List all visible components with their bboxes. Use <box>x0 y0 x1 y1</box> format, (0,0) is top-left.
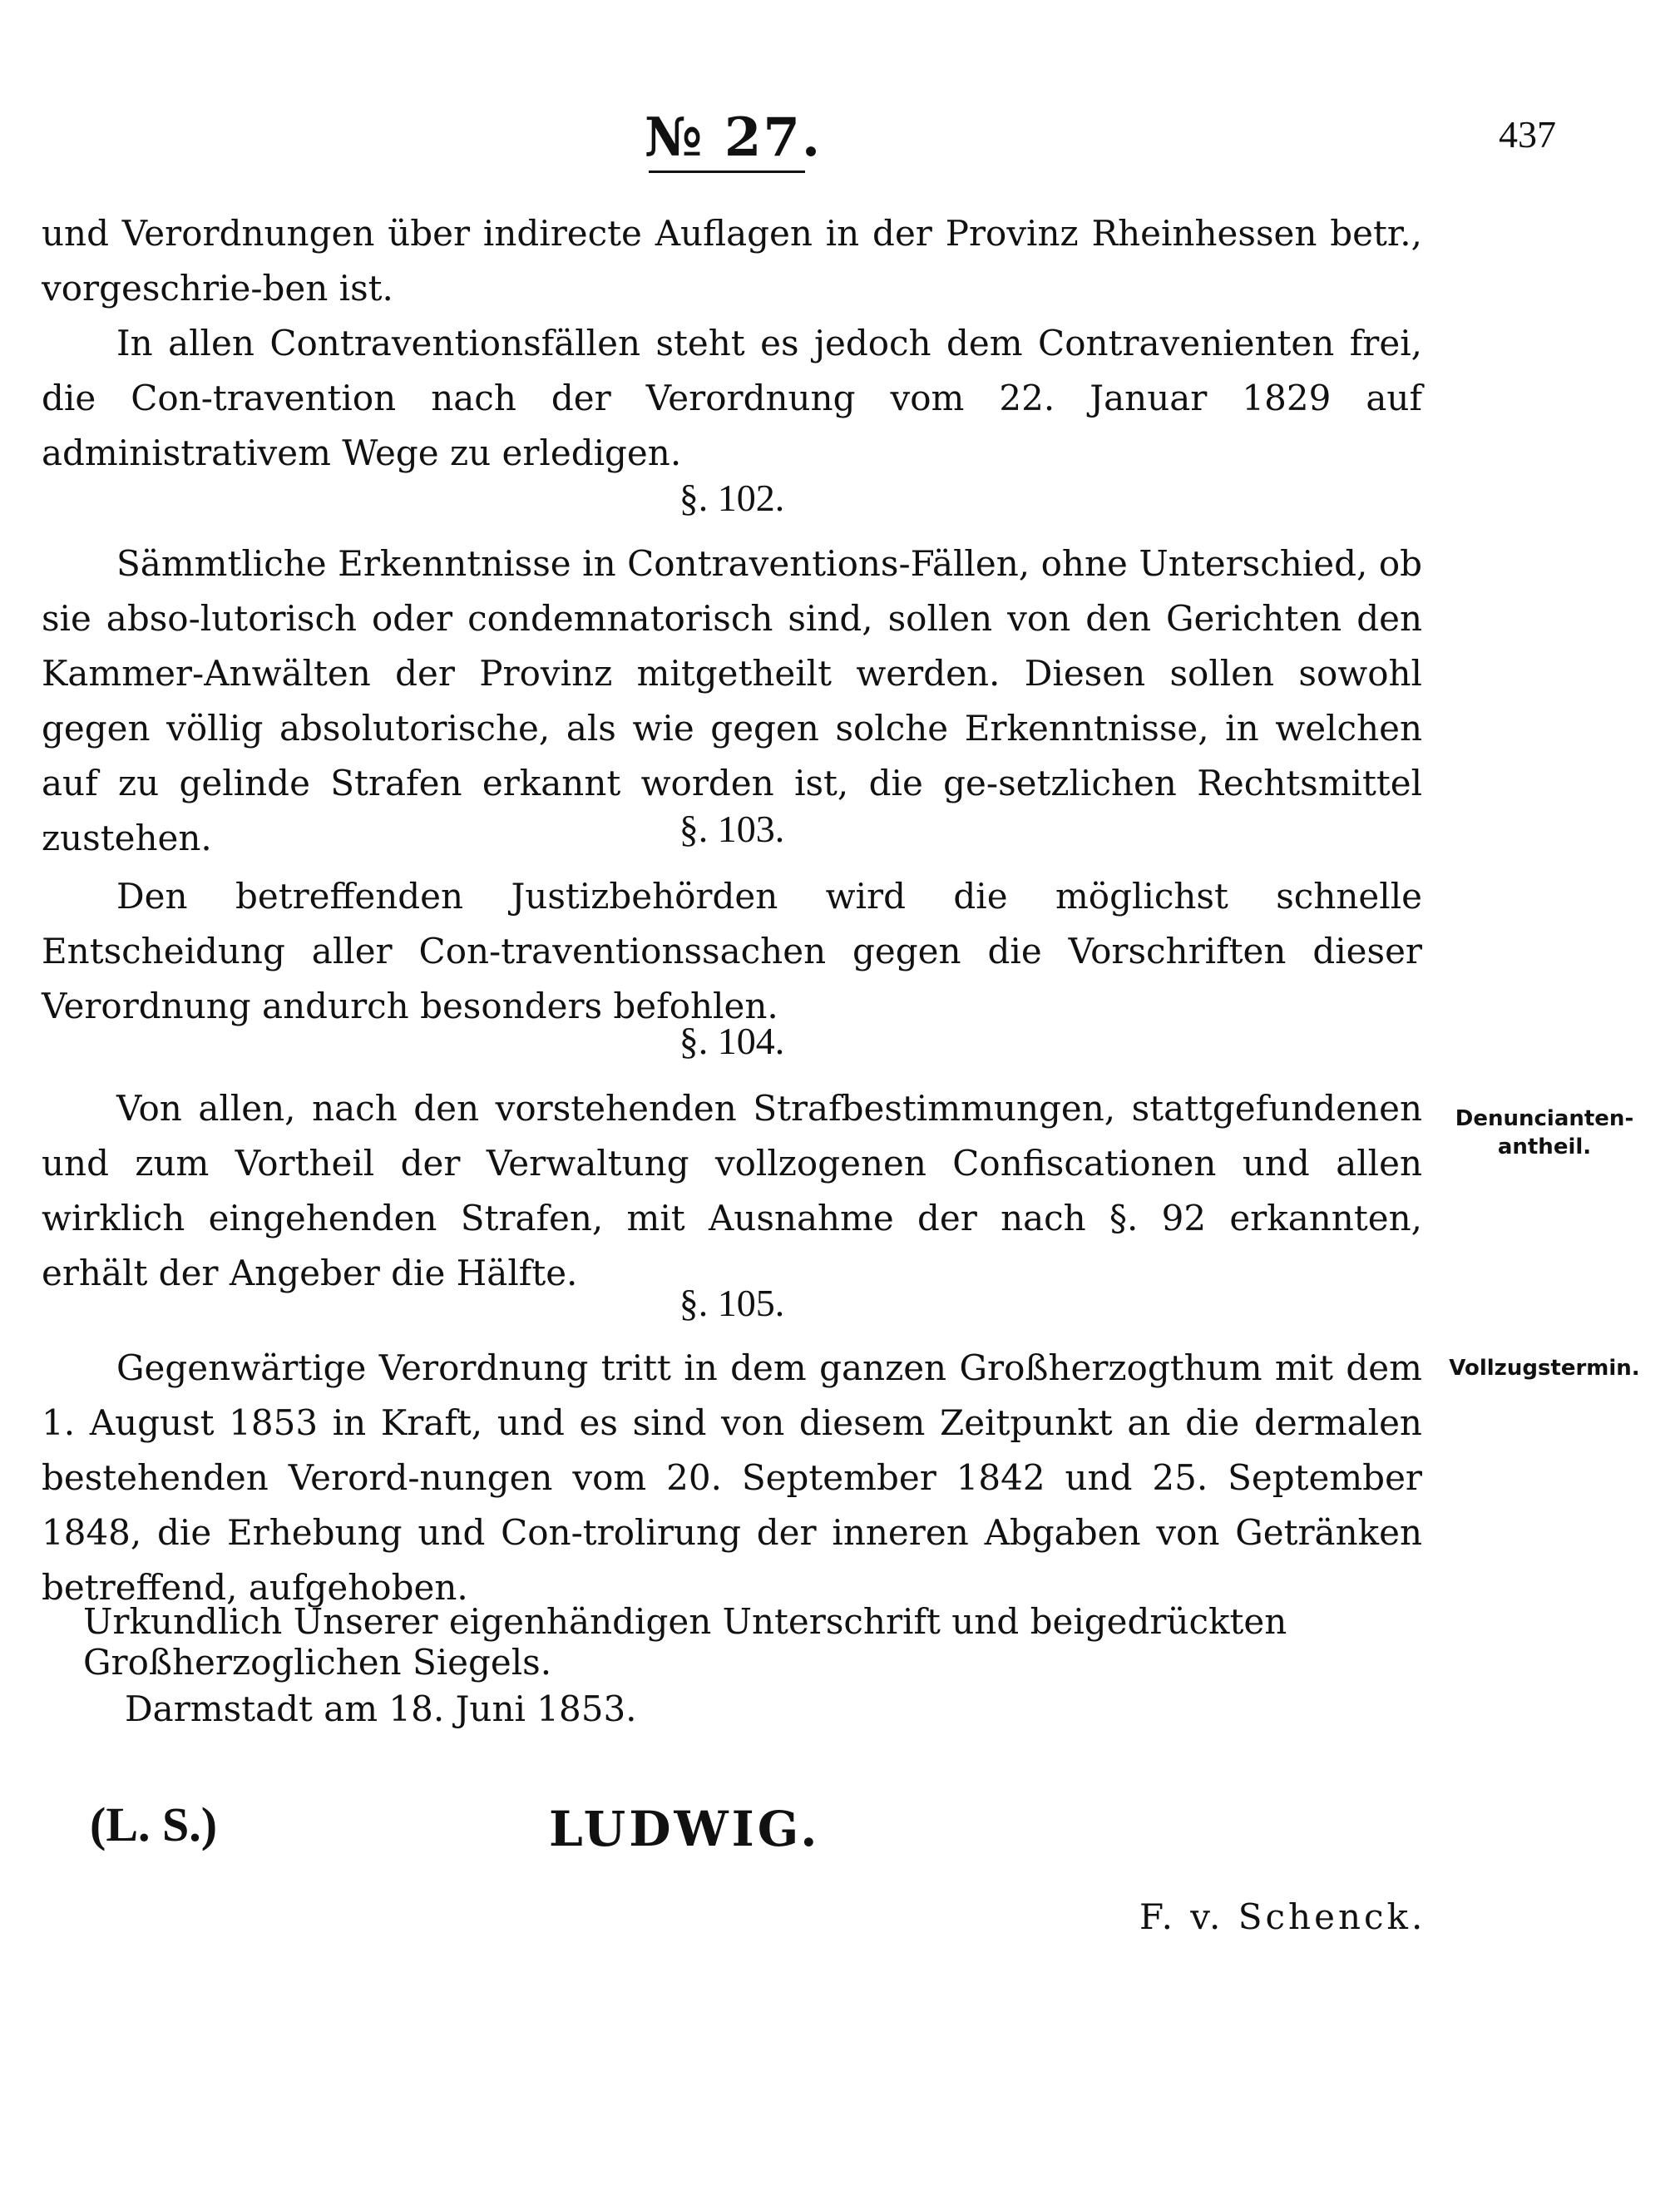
countersignature: F. v. Schenck. <box>1139 1896 1426 1937</box>
continuation-paragraph <box>42 206 1422 316</box>
seal-mark: (L. S.) <box>90 1797 218 1851</box>
place-date-line: Darmstadt am 18. Juni 1853. <box>125 1688 637 1729</box>
section-heading-102: §. 102. <box>679 477 785 519</box>
margin-note-effective-date: Vollzugstermin. <box>1449 1356 1640 1381</box>
margin-note-denunciation-share: Denuncianten-antheil. <box>1455 1106 1634 1159</box>
section-103-text <box>42 869 1422 1034</box>
section-heading-105: §. 105. <box>679 1282 785 1324</box>
paragraph-text: In allen Contraventionsfällen steht es jedoch dem Contravenienten frei, die Con-travention nach der Verordnung vom 22. Januar 1829 auf administrativem Wege zu erledigen. <box>42 323 1422 473</box>
section-104-text <box>42 1081 1422 1301</box>
sovereign-signature: LUDWIG. <box>549 1801 821 1857</box>
paragraph-text: Von allen, nach den vorstehenden Strafbestimmungen, stattgefundenen und zum Vortheil der Verwaltung vollzogenen Confiscationen und allen wirklich eingehenden Strafen, mit Ausnahme der nach §. 92 erkannten, erhält der Angeber die Hälfte. <box>42 1088 1422 1293</box>
contravention-paragraph <box>42 316 1422 481</box>
issue-number: № 27. <box>645 106 823 169</box>
paragraph-text: Gegenwärtige Verordnung tritt in dem ganzen Großherzogthum mit dem 1. August 1853 in Kraft, und es sind von diesem Zeitpunkt an die dermalen bestehenden Verord-nungen vom 20. September 1842 und 25. September 1848, die Erhebung und Con-trolirung der inneren Abgaben von Getränken betreffend, aufgehoben. <box>42 1347 1422 1608</box>
paragraph-text: und Verordnungen über indirecte Auflagen in der Provinz Rheinhessen betr., vorgeschrie-ben ist. <box>42 213 1422 309</box>
section-heading-104: §. 104. <box>679 1020 785 1062</box>
issue-number-underline <box>649 171 805 173</box>
page-number: 437 <box>1499 113 1556 156</box>
attestation-line: Urkundlich Unserer eigenhändigen Unterschrift und beigedrückten Großherzoglichen Siegels. <box>83 1601 1287 1683</box>
section-105-text <box>42 1341 1422 1615</box>
section-heading-103: §. 103. <box>679 808 785 850</box>
paragraph-text: Den betreffenden Justizbehörden wird die möglichst schnelle Entscheidung aller Con-traventionssachen gegen die Vorschriften dieser Verordnung andurch besonders befohlen. <box>42 876 1422 1026</box>
paragraph-text: Sämmtliche Erkenntnisse in Contraventions-Fällen, ohne Unterschied, ob sie abso-lutorisch oder condemnatorisch sind, sollen von den Gerichten den Kammer-Anwälten der Provinz mitgetheilt werden. Diesen sollen sowohl gegen völlig absolutorische, als wie gegen solche Erkenntnisse, in welchen auf zu gelinde Strafen erkannt worden ist, die ge-setzlichen Rechtsmittel zustehen. <box>42 543 1422 858</box>
